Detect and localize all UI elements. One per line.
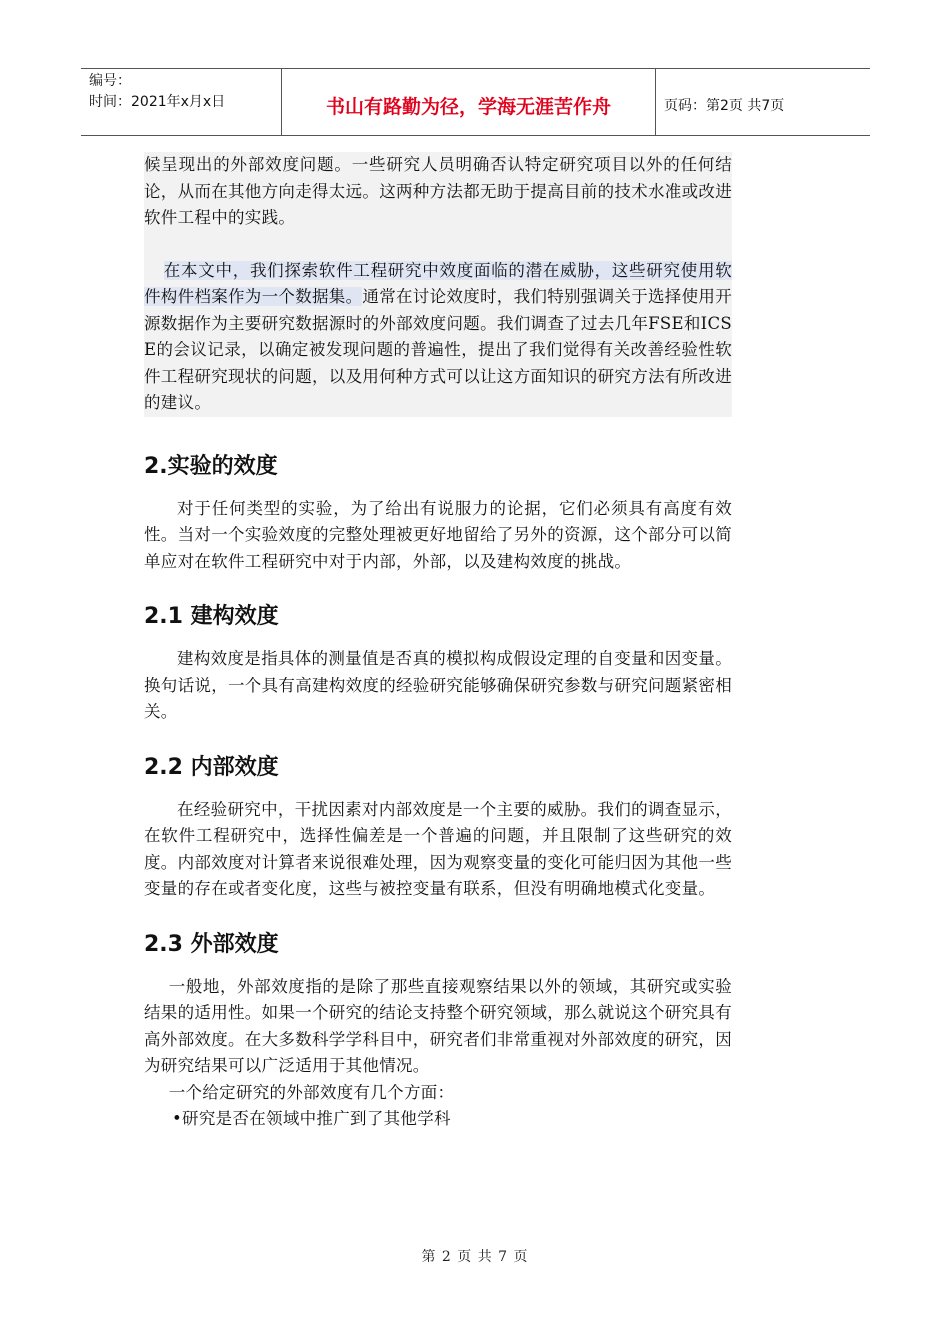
paragraph-gap <box>144 232 732 258</box>
section-2-2-title: 2.2 内部效度 <box>144 754 279 780</box>
paragraph-1: 候呈现出的外部效度问题。一些研究人员明确否认特定研究项目以外的任何结论，从而在其他方向走得太远。这两种方法都无助于提高目前的技术水准或改进软件工程中的实践。 <box>144 152 732 232</box>
header-meta <box>81 69 282 135</box>
page-footer: 第 2 页 共 7 页 <box>421 1249 529 1265</box>
section-2-2-paragraph: 在经验研究中，干扰因素对内部效度是一个主要的威胁。我们的调查显示，在软件工程研究中，选择性偏差是一个普遍的问题，并且限制了这些研究的效度。内部效度对计算者来说很难处理，因为观察变量的变化可能归因为其他一些变量的存在或者变化度，这些与被控变量有联系，但没有明确地模式化变量。 <box>144 799 732 898</box>
section-2-1-title: 2.1 建构效度 <box>144 604 279 629</box>
document-header <box>81 68 870 136</box>
header-page-label: 页码：第2页 共7页 <box>664 98 785 114</box>
paragraph-2 <box>144 258 732 417</box>
section-2-3-title: 2.3 外部效度 <box>144 931 279 957</box>
date-label: 时间：2021年x月x日 <box>89 94 226 110</box>
header-motto: 书山有路勤为径，学海无涯苦作舟 <box>282 69 656 135</box>
section-2-paragraph: 对于任何类型的实验，为了给出有说服力的论据，它们必须具有高度有效性。当对一个实验效度的完整处理被更好地留给了另外的资源，这个部分可以简单应对在软件工程研究中对于内部，外部，以及建构效度的挑战。 <box>144 498 732 571</box>
section-2-title: 2.实验的效度 <box>144 453 278 479</box>
paragraph-2-rest: 通常在讨论效度时，我们特别强调关于选择使用开源数据作为主要研究数据源时的外部效度问题。我们调查了过去几年FSE和ICSE的会议记录，以确定被发现问题的普遍性，提出了我们觉得有关改善经验性软件工程研究现状的问题，以及用何种方式可以让这方面知识的研究方法有所改进的建议。 <box>144 287 733 412</box>
document-body <box>144 152 732 1133</box>
section-2-1-paragraph: 建构效度是指具体的测量值是否真的模拟构成假设定理的自变量和因变量。 换句话说，一个具有高建构效度的经验研究能够确保研究参数与研究问题紧密相关。 <box>144 649 732 721</box>
section-2-3-paragraph: 一般地，外部效度指的是除了那些直接观察结果以外的领域，其研究或实验结果的适用性。如果一个研究的结论支持整个研究领域，那么就说这个研究具有高外部效度。在大多数科学学科目中，研究者们非常重视对外部效度的研究，因为研究结果可以广泛适用于其他情况。 <box>144 976 732 1075</box>
number-label: 编号： <box>89 73 131 89</box>
section-2-3-intro: 一个给定研究的外部效度有几个方面： <box>168 1082 455 1102</box>
bullet-item: •研究是否在领域中推广到了其他学科 <box>172 1109 451 1128</box>
selected-text[interactable]: 在本文中，我们探索软件工程研究中效度面临的潜在威胁，这些研究使用软件构件档案作为一个数据集。 <box>144 260 732 306</box>
